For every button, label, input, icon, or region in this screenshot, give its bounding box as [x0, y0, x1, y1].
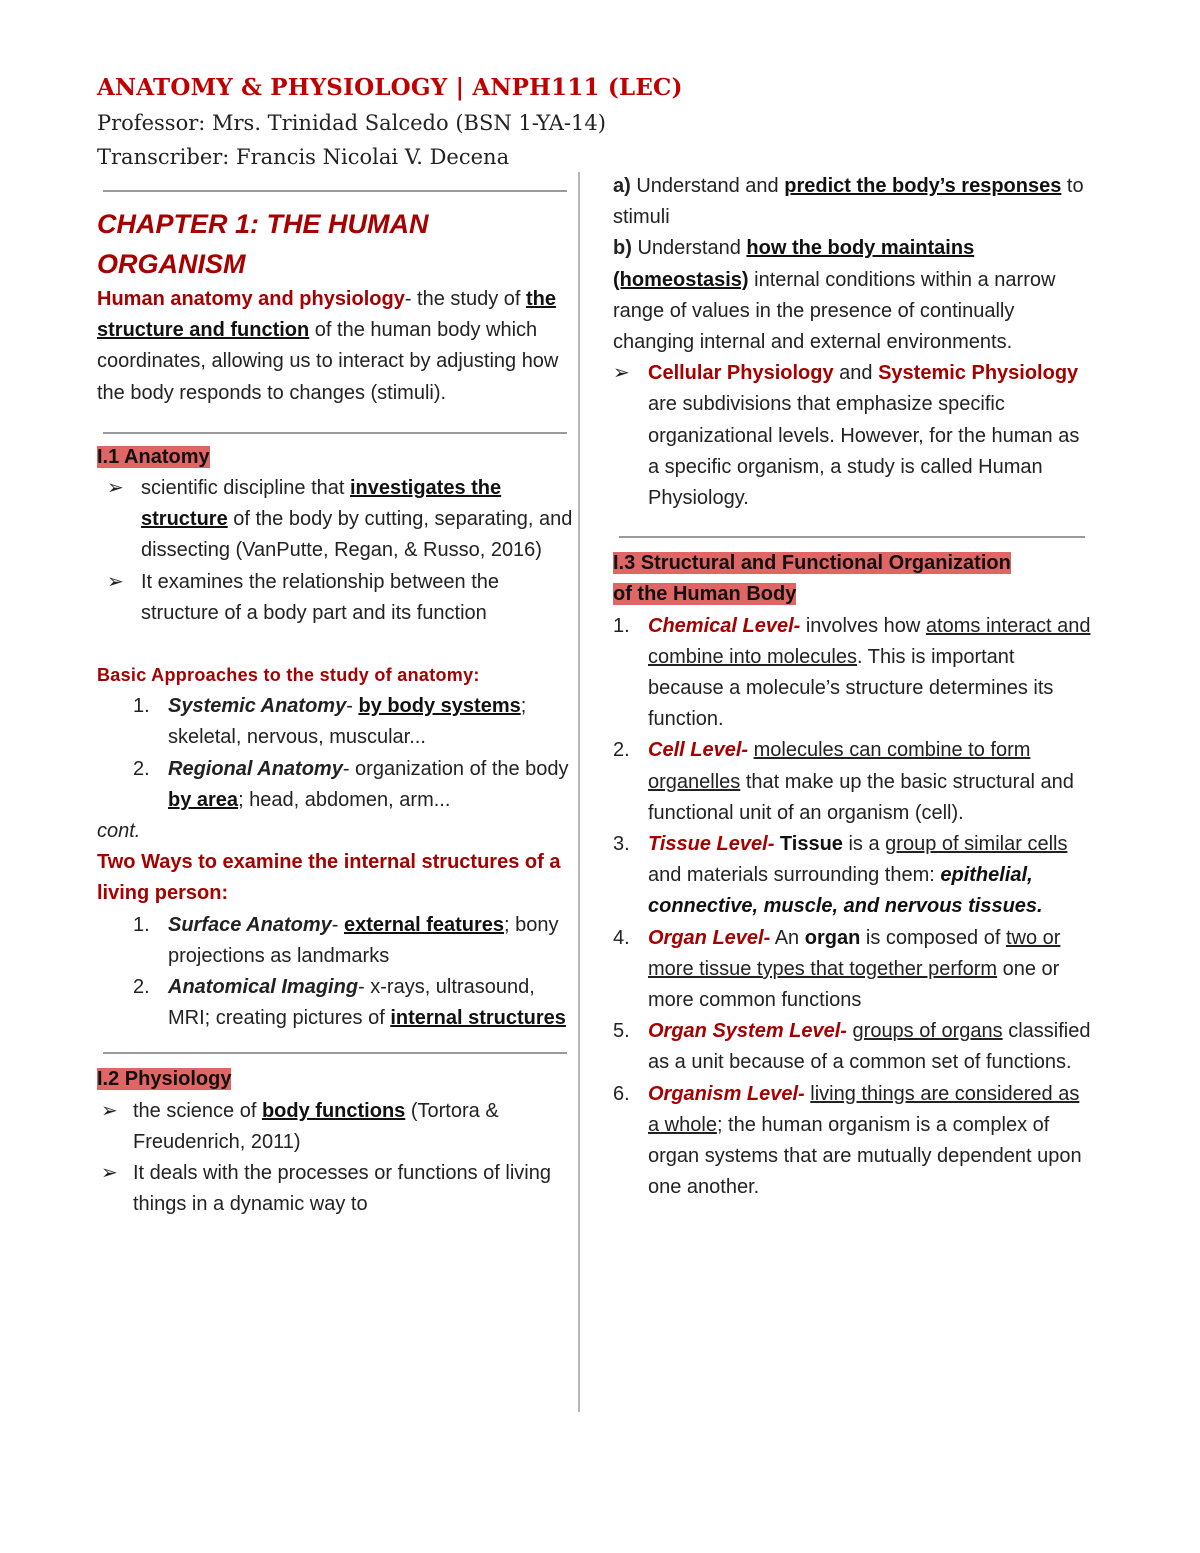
list-number: 2.	[133, 976, 150, 999]
text: -	[346, 695, 359, 718]
chapter-title	[97, 204, 573, 284]
intro-term: Human anatomy and physiology	[97, 288, 405, 310]
approaches-heading: Basic Approaches to the study of anatomy:	[97, 665, 480, 686]
underlined-text: molecules can combine to form organelles	[648, 739, 1031, 793]
list-item	[613, 611, 1093, 736]
section-divider	[619, 536, 1085, 538]
left-column	[97, 170, 573, 1220]
text: It deals with the processes or functions of living things in a dynamic way to	[133, 1162, 551, 1216]
underlined-text: groups of organs	[852, 1020, 1003, 1043]
arrow-bullet-icon: ➢	[101, 1099, 118, 1122]
emphasis: internal structures	[390, 1007, 566, 1030]
text: - the study of	[404, 288, 526, 310]
arrow-bullet-icon: ➢	[613, 362, 630, 385]
list-item	[97, 1158, 573, 1220]
intro-paragraph	[97, 284, 573, 409]
text: of the human body which coordinates, allowing us to interact by adjusting how the body responds to changes (stimuli).	[97, 319, 559, 404]
section-heading-physiology: I.2 Physiology	[97, 1068, 232, 1091]
section-heading-organization: of the Human Body	[613, 583, 797, 606]
level-name: Cell Level-	[648, 739, 749, 762]
two-ways-heading: Two Ways to examine the internal structures of a living person:	[97, 851, 561, 905]
level-name: Organ System Level-	[648, 1020, 847, 1043]
list-item	[97, 910, 573, 972]
level-name: Organism Level-	[648, 1082, 805, 1105]
bold-text: Tissue	[774, 833, 843, 856]
bold-italic-text: epithelial, connective, muscle, and nervous tissues.	[648, 864, 1043, 918]
list-item	[613, 923, 1093, 1017]
emphasis: external features	[343, 913, 505, 936]
text: It examines the relationship between the structure of a body part and its function	[141, 570, 499, 624]
bold-text: organ	[804, 926, 861, 949]
list-number: 2.	[133, 757, 150, 780]
underlined-text: atoms interact and combine into molecules	[648, 614, 1091, 668]
arrow-bullet-icon: ➢	[107, 570, 124, 593]
right-column	[613, 171, 1093, 1204]
list-number: 5.	[613, 1020, 630, 1043]
list-number: 1.	[133, 913, 150, 936]
level-name: Tissue Level-	[648, 833, 775, 856]
text: An	[770, 926, 805, 949]
term: Surface Anatomy	[168, 913, 332, 936]
list-item	[613, 735, 1093, 829]
level-name: Chemical Level-	[648, 614, 801, 637]
text: - organization of the body	[342, 757, 569, 780]
transcriber-line: Transcriber: Francis Nicolai V. Decena	[97, 145, 510, 169]
list-item	[97, 691, 573, 753]
list-item	[97, 754, 573, 816]
chapter-title-line: CHAPTER 1: THE HUMAN	[97, 209, 429, 239]
document-header	[97, 70, 683, 174]
chapter-title-line: ORGANISM	[97, 249, 246, 279]
text: to stimuli	[613, 175, 1084, 229]
term: Anatomical Imaging	[168, 976, 359, 999]
list-item	[613, 1079, 1093, 1204]
list-item	[613, 829, 1093, 923]
text: of the body by cutting, separating, and dissecting (VanPutte, Regan, & Russo, 2016)	[141, 508, 573, 562]
section-heading-organization: I.3 Structural and Functional Organization	[613, 552, 1011, 575]
text: ; the human organism is a complex of organ systems that are mutually dependent upon one another.	[648, 1113, 1082, 1199]
section-divider	[103, 190, 567, 192]
text: Understand	[631, 237, 747, 260]
list-number: 3.	[613, 833, 630, 856]
list-item	[97, 567, 573, 629]
professor-line: Professor: Mrs. Trinidad Salcedo (BSN 1-YA-14)	[97, 111, 606, 135]
text: and	[833, 362, 879, 385]
organization-section	[613, 548, 1093, 1203]
list-item	[613, 358, 1093, 514]
objective-b	[613, 233, 1093, 358]
arrow-bullet-icon: ➢	[101, 1162, 118, 1185]
arrow-bullet-icon: ➢	[107, 477, 124, 500]
anatomy-section	[97, 442, 573, 629]
text: - x-rays, ultrasound, MRI; creating pictures of	[168, 976, 535, 1030]
section-heading-anatomy: I.1 Anatomy	[97, 445, 210, 468]
underlined-text: living things are considered as a whole	[648, 1082, 1080, 1136]
text: Understand and	[630, 175, 785, 197]
text: ; bony projections as landmarks	[168, 913, 559, 967]
text: involves how	[800, 614, 926, 637]
list-number: 4.	[613, 926, 630, 949]
text: is composed of	[860, 926, 1006, 949]
level-name: Organ Level-	[648, 926, 771, 949]
emphasis: investigates the structure	[141, 477, 502, 531]
emphasis: by area	[168, 788, 239, 811]
text: internal conditions within a narrow range of values in the presence of continually changing internal and external environments.	[613, 268, 1056, 354]
objective-a	[613, 171, 1093, 233]
text: ; skeletal, nervous, muscular...	[168, 695, 527, 749]
term: Regional Anatomy	[168, 757, 343, 780]
underlined-text: two or more tissue types that together perform	[648, 926, 1061, 980]
physiology-section	[97, 1064, 573, 1220]
text: scientific discipline that	[141, 477, 350, 500]
text: are subdivisions that emphasize specific organizational levels. However, for the human as a specific organism, a study is called Human Physiology.	[648, 393, 1080, 510]
term: Systemic Anatomy	[168, 695, 347, 718]
text: ; head, abdomen, arm...	[238, 788, 451, 811]
approaches-section	[97, 660, 573, 816]
list-number: 6.	[613, 1082, 630, 1105]
text: and materials surrounding them:	[648, 864, 941, 887]
emphasis: predict the body’s responses	[784, 175, 1062, 197]
text: -	[331, 913, 344, 936]
text: classified as a unit because of a common set of functions.	[648, 1020, 1091, 1074]
list-number: 1.	[133, 695, 150, 718]
text: is a	[842, 833, 886, 856]
list-number: 1.	[613, 614, 630, 637]
text: (Tortora & Freudenrich, 2011)	[133, 1099, 499, 1153]
list-item	[613, 1016, 1093, 1078]
list-item	[97, 1096, 573, 1158]
list-item	[97, 473, 573, 567]
term: Systemic Physiology	[878, 362, 1079, 385]
list-item	[97, 972, 573, 1034]
text: . This is important because a molecule’s structure determines its function.	[648, 645, 1054, 731]
emphasis: by body systems	[358, 695, 521, 718]
emphasis: the structure and function	[97, 288, 556, 342]
section-divider	[103, 1052, 567, 1054]
term: Cellular Physiology	[648, 362, 834, 385]
two-ways-section	[97, 847, 573, 1034]
emphasis: body functions	[261, 1099, 406, 1122]
continuation-note: cont.	[97, 820, 141, 843]
underlined-text: group of similar cells	[885, 833, 1068, 856]
document-title: ANATOMY & PHYSIOLOGY | ANPH111 (LEC)	[97, 74, 683, 101]
objective-label: a)	[613, 175, 631, 197]
text: the science of	[133, 1099, 262, 1122]
objective-label: b)	[613, 237, 632, 260]
text: one or more common functions	[648, 957, 1060, 1012]
text: that make up the basic structural and functional unit of an organism (cell).	[648, 770, 1074, 824]
emphasis: how the body maintains (homeostasis)	[613, 237, 975, 291]
list-number: 2.	[613, 739, 630, 762]
column-divider	[578, 172, 580, 1412]
section-divider	[103, 432, 567, 434]
